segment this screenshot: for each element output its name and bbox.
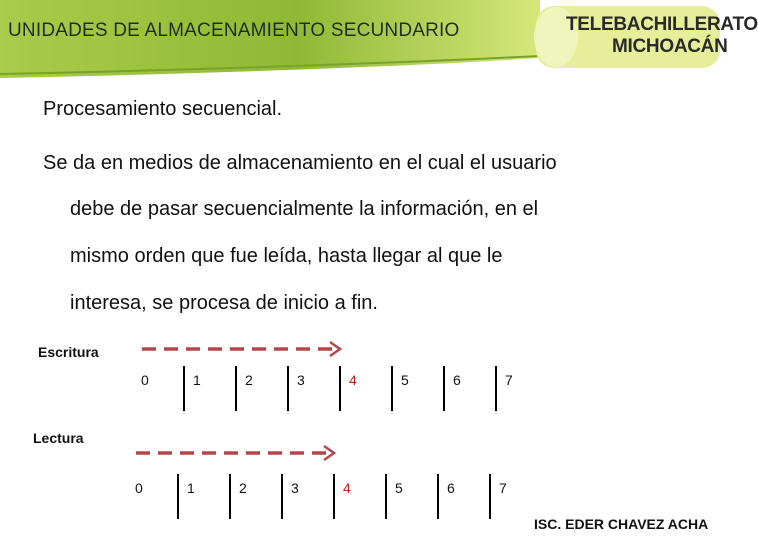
logo-line-2: MICHOACÁN	[612, 36, 728, 57]
write-label: Escritura	[38, 344, 99, 360]
presentation-title: UNIDADES DE ALMACENAMIENTO SECUNDARIO	[8, 20, 460, 41]
telebachillerato-logo	[536, 6, 758, 68]
logo-line-1: TELEBACHILLERATO	[566, 14, 758, 35]
slide-subtitle: Procesamiento secuencial.	[43, 98, 283, 120]
write-cell-7: 7	[497, 366, 547, 411]
read-cell-6: 6	[439, 474, 489, 519]
write-cell-1: 1	[185, 366, 235, 411]
read-cell-row	[127, 474, 541, 519]
paragraph-line-2: debe de pasar secuencialmente la información, en el	[70, 198, 539, 220]
paragraph-line-3: mismo orden que fue leída, hasta llegar al que le	[70, 245, 503, 267]
read-cell-5: 5	[387, 474, 437, 519]
read-cell-7: 7	[491, 474, 541, 519]
read-label: Lectura	[33, 430, 84, 446]
write-cell-0: 0	[133, 366, 183, 411]
read-cell-0: 0	[127, 474, 177, 519]
write-cell-4: 4	[341, 366, 391, 411]
author-credit: ISC. EDER CHAVEZ ACHA	[534, 516, 709, 532]
read-cell-2: 2	[231, 474, 281, 519]
read-arrow-icon	[134, 444, 339, 462]
read-cell-4: 4	[335, 474, 385, 519]
paragraph-line-4: interesa, se procesa de inicio a fin.	[70, 292, 378, 314]
write-cell-2: 2	[237, 366, 287, 411]
read-cell-1: 1	[179, 474, 229, 519]
write-cell-5: 5	[393, 366, 443, 411]
read-cell-3: 3	[283, 474, 333, 519]
write-cell-6: 6	[445, 366, 495, 411]
write-cell-3: 3	[289, 366, 339, 411]
write-arrow-icon	[140, 340, 345, 358]
paragraph-line-1: Se da en medios de almacenamiento en el cual el usuario	[43, 152, 557, 174]
write-cell-row	[133, 366, 547, 411]
